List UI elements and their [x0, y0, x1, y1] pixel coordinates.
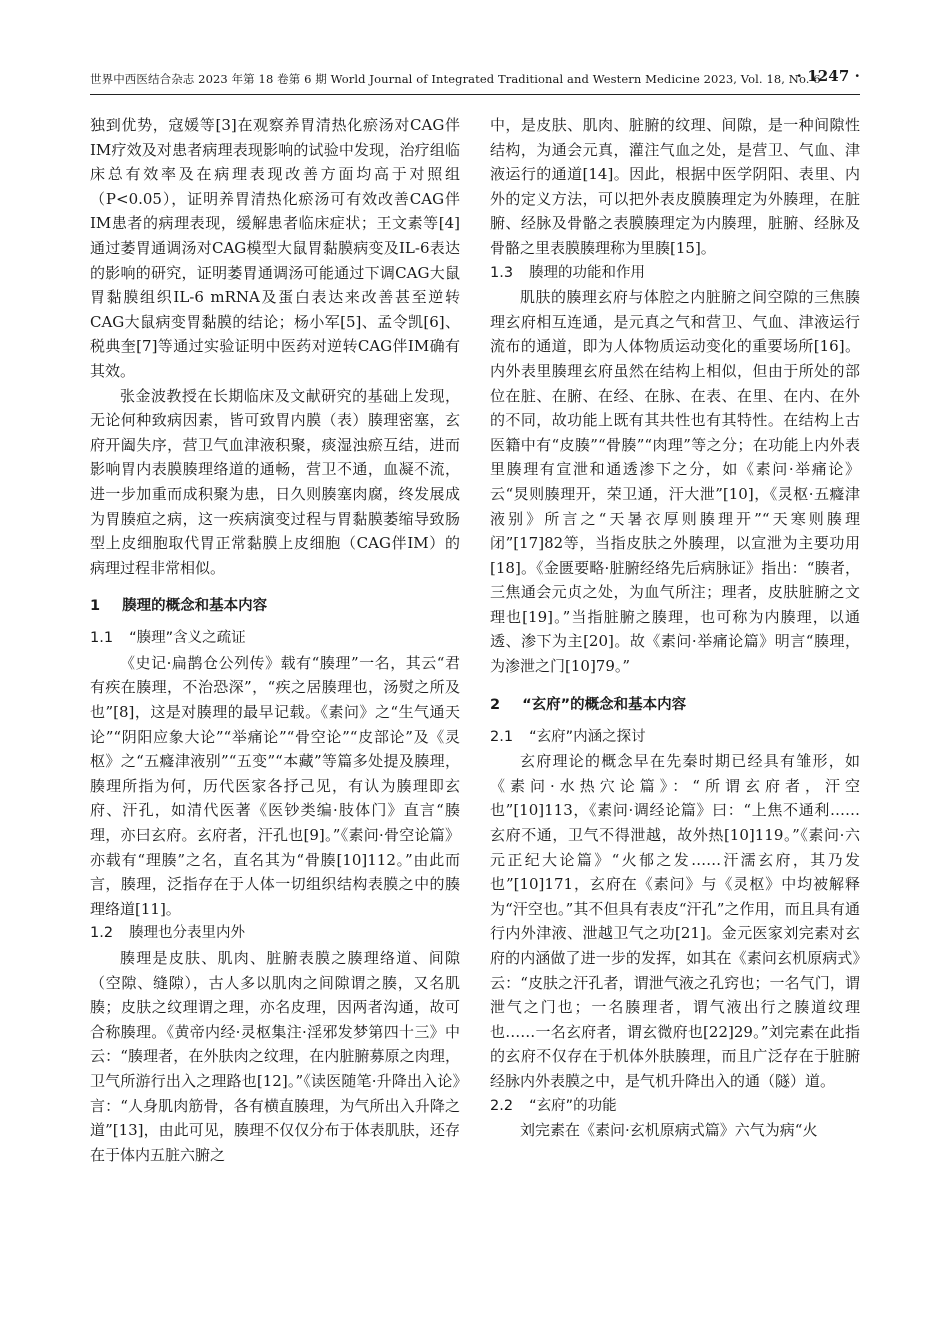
paragraph: 玄府理论的概念早在先秦时期已经具有雏形，如《素问·水热穴论篇》：“所谓玄府者，汗空也”[10]113，《素问·调经论篇》曰：“上焦不通利……玄府不通，卫气不得泄越，故外热[10]119。”《素问·六元正纪大论篇》“火郁之发……汗濡玄府，其乃发也”[10]171，玄府在《素问》与《灵枢》中均被解释为“汗空也。”其不但具有表皮“汗孔”之作用，而且具有通行内外津液、泄越卫气之功[21]。金元医家刘完素对玄府的内涵做了进一步的发挥，如其在《素问玄机原病式》云：“皮肤之汗孔者，谓泄气液之孔窍也；一名气门，谓泄气之门也；一名腠理者，谓气液出行之腠道纹理也……一名玄府者，谓玄微府也[22]29。”刘完素在此指的玄府不仅存在于机体外肤腠理，而且广泛存在于脏腑经脉内外表膜之中，是气机升降出入的通（隧）道。	[490, 752, 860, 1090]
section-number: 1	[90, 598, 101, 615]
section-heading	[90, 594, 460, 618]
paragraph: 腠理是皮肤、肌肉、脏腑表膜之腠理络道、间隙（空隙、缝隙），古人多以肌肉之间隙谓之腠，又名肌腠；皮肤之纹理谓之理，亦名皮理，因两者沟通，故可合称腠理。《黄帝内经·灵枢集注·淫邪发梦第四十三》中云：“腠理者，在外肤肉之纹理，在内脏腑募原之肉理，卫气所游行出入之理路也[12]。”《读医随笔·升降出入论》言：“人身肌肉筋骨，各有横直腠理，为气所出入升降之道”[13]，由此可见，腠理不仅仅分布于体表肌肤，还存在于体内五脏六腑之	[90, 949, 460, 1164]
paragraph: 刘完素在《素问·玄机原病式篇》六气为病“火	[520, 1121, 818, 1140]
subsection-heading	[90, 626, 460, 651]
running-header	[90, 67, 860, 89]
subsection-title: “腠理”含义之疏证	[129, 630, 246, 647]
subsection-title: “玄府”内涵之探讨	[529, 728, 646, 745]
section-title: 腠理的概念和基本内容	[122, 598, 268, 615]
subsection-title: 腠理也分表里内外	[129, 925, 246, 942]
subsection-number: 1.1	[90, 630, 114, 647]
right-column	[490, 113, 860, 1143]
header-divider	[90, 94, 860, 95]
section-number: 2	[490, 696, 501, 713]
subsection-heading	[490, 1094, 860, 1119]
section-heading	[490, 693, 860, 717]
paragraph: 张金波教授在长期临床及文献研究的基础上发现，无论何种致病因素，皆可致胃内膜（表）腠理密塞，玄府开阖失序，营卫气血津液积聚，痰湿浊瘀互结，进而影响胃内表膜腠理络道的通畅，营卫不通，血凝不流，进一步加重而成积聚为患，日久则腠塞肉腐，终发展成为胃腠疸之病，这一疾病演变过程与胃黏膜萎缩导致肠型上皮细胞取代胃正常黏膜上皮细胞（CAG伴IM）的病理过程非常相似。	[90, 386, 460, 577]
journal-title-line: 世界中西医结合杂志 2023 年第 18 卷第 6 期 World Journal of Integrated Traditional and Western Medicine 2023, Vol. 18, No. 6	[90, 72, 821, 86]
section-title: “玄府”的概念和基本内容	[522, 696, 687, 713]
subsection-heading	[490, 725, 860, 750]
subsection-number: 2.2	[490, 1097, 514, 1114]
paragraph: 独到优势，寇媛等[3]在观察养胃清热化瘀汤对CAG伴IM疗效及对患者病理表现影响的试验中发现，治疗组临床总有效率及在病理表现改善方面均高于对照组（P<0.05），证明养胃清热化瘀汤可有效改善CAG伴IM患者的病理表现，缓解患者临床症状；王文素等[4]通过萎胃通调汤对CAG模型大鼠胃黏膜病变及IL-6表达的影响的研究，证明萎胃通调汤可能通过下调CAG大鼠胃黏膜组织IL-6 mRNA及蛋白表达来改善甚至逆转CAG大鼠病变胃黏膜的结论；杨小军[5]、孟令凯[6]、税典奎[7]等通过实验证明中医药对逆转CAG伴IM确有其效。	[90, 116, 460, 380]
paragraph: 肌肤的腠理玄府与体腔之内脏腑之间空隙的三焦腠理玄府相互连通，是元真之气和营卫、气血、津液运行流布的通道，即为人体物质运动变化的重要场所[16]。内外表里腠理玄府虽然在结构上相似，但由于所处的部位在脏、在腑、在经、在脉、在表、在里、在内、在外的不同，故功能上既有其共性也有其特性。在结构上古医籍中有“皮腠”“骨腠”“肉理”等之分；在功能上内外表里腠理有宣泄和通透渗下之分，如《素问·举痛论》云“炅则腠理开，荣卫通，汗大泄”[10]，《灵枢·五癃津液别》所言之“天暑衣厚则腠理开”“天寒则腠理闭”[17]82等，当指皮肤之外腠理，以宣泄为主要功用[18]。《金匮要略·脏腑经络先后病脉证》指出：“腠者，三焦通会元贞之处，为血气所注；理者，皮肤脏腑之文理也[19]。”当指脏腑之腠理，也可称为内腠理，以通透、渗下为主[20]。故《素问·举痛论篇》明言“腠理，为渗泄之门[10]79。”	[490, 288, 860, 676]
subsection-heading	[490, 261, 860, 286]
subsection-title: “玄府”的功能	[529, 1097, 617, 1114]
subsection-heading	[90, 921, 460, 946]
paragraph: 中，是皮肤、肌肉、脏腑的纹理、间隙，是一种间隙性结构，为通会元真，灌注气血之处，是营卫、气血、津液运行的通道[14]。因此，根据中医学阴阳、表里、内外的定义方法，可以把外表皮膜腠理定为外腠理，在脏腑、经脉及骨骼之表膜腠理定为内腠理，脏腑、经脉及骨骼之里表膜腠理称为里腠[15]。	[490, 116, 860, 257]
left-column	[90, 113, 460, 1167]
paragraph: 《史记·扁鹊仓公列传》载有“腠理”一名，其云“君有疾在腠理，不治恐深”，“疾之居腠理也，汤熨之所及也”[8]，这是对腠理的最早记载。《素问》之“生气通天论”“阴阳应象大论”“举痛论”“骨空论”“皮部论”及《灵枢》之“五癃津液别”“五变”“本藏”等篇多处提及腠理，腠理所指为何，历代医家各抒己见，有认为腠理即玄府、汗孔，如清代医著《医钞类编·肢体门》直言“腠理，亦曰玄府。玄府者，汗孔也[9]。”《素问·骨空论篇》亦载有“理腠”之名，直名其为“骨腠[10]112。”由此而言，腠理，泛指存在于人体一切组织结构表膜之中的腠理络道[11]。	[90, 653, 460, 918]
page-number: · 1247 ·	[796, 67, 860, 85]
subsection-number: 1.3	[490, 264, 514, 281]
subsection-number: 2.1	[490, 728, 514, 745]
subsection-number: 1.2	[90, 925, 114, 942]
subsection-title: 腠理的功能和作用	[529, 264, 646, 281]
